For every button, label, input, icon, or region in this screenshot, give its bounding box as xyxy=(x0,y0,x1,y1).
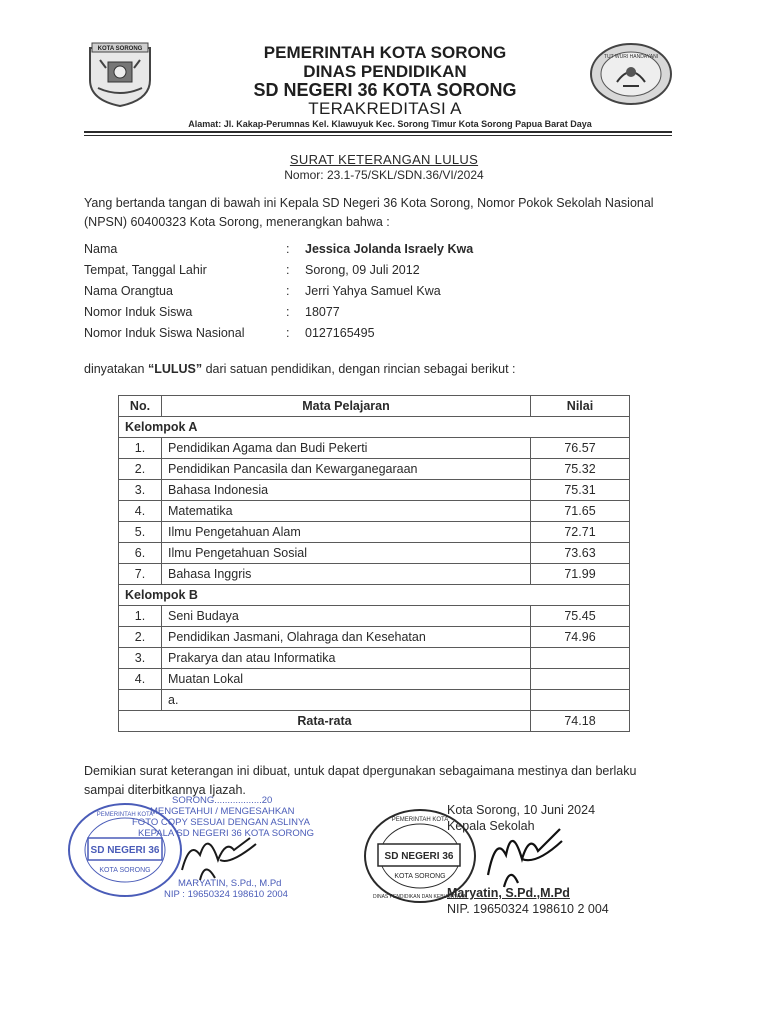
row-score: 72.71 xyxy=(531,522,630,543)
label-nisn: Nomor Induk Siswa Nasional xyxy=(84,326,245,340)
row-score: 71.99 xyxy=(531,564,630,585)
row-score: 75.32 xyxy=(531,459,630,480)
table-row xyxy=(119,606,630,627)
document-title: SURAT KETERANGAN LULUS xyxy=(289,152,479,167)
colon: : xyxy=(286,305,290,319)
row-no: 3. xyxy=(119,480,162,501)
statement-after: dari satuan pendidikan, dengan rincian sebagai berikut : xyxy=(202,362,516,376)
row-no: 1. xyxy=(119,438,162,459)
table-header-row xyxy=(119,396,630,417)
table-row xyxy=(119,459,630,480)
table-row xyxy=(119,543,630,564)
legalization-signature xyxy=(160,820,280,890)
row-subject: Ilmu Pengetahuan Alam xyxy=(162,522,531,543)
statement-keyword: “LULUS” xyxy=(147,362,203,376)
closing-paragraph: Demikian surat keterangan ini dibuat, untuk dapat dpergunakan sebagaimana mestinya dan berlaku sampai diterbitkannya Ijazah. xyxy=(84,764,637,797)
svg-text:KOTA SORONG: KOTA SORONG xyxy=(97,46,143,52)
header-subject: Mata Pelajaran xyxy=(162,396,531,417)
row-subject: Matematika xyxy=(162,501,531,522)
signature-date: Kota Sorong, 10 Juni 2024 xyxy=(447,803,596,817)
row-subject: Muatan Lokal xyxy=(162,669,531,690)
row-subject: Pendidikan Jasmani, Olahraga dan Kesehatan xyxy=(162,627,531,648)
row-no: 4. xyxy=(119,501,162,522)
svg-text:DINAS PENDIDIKAN DAN KEBUDAYAA: DINAS PENDIDIKAN DAN KEBUDAYAAN xyxy=(372,894,468,900)
row-subject: Bahasa Indonesia xyxy=(162,480,531,501)
row-score: 74.96 xyxy=(531,627,630,648)
svg-text:PEMERINTAH KOTA: PEMERINTAH KOTA xyxy=(96,812,154,818)
row-subject: Prakarya dan atau Informatika xyxy=(162,648,531,669)
row-no xyxy=(119,690,162,711)
table-row xyxy=(119,627,630,648)
group-row xyxy=(119,417,630,438)
svg-text:TUT WURI HANDAYANI: TUT WURI HANDAYANI xyxy=(603,54,659,60)
colon: : xyxy=(286,263,290,277)
legalization-line6: NIP : 19650324 198610 2004 xyxy=(164,889,288,900)
document-number: Nomor: 23.1-75/SKL/SDN.36/VI/2024 xyxy=(284,168,484,182)
svg-text:KOTA SORONG: KOTA SORONG xyxy=(394,873,446,880)
row-score xyxy=(531,669,630,690)
legalization-line2: MENGETAHUI / MENGESAHKAN xyxy=(150,806,295,817)
legalization-line1: SORONG..................20 xyxy=(172,795,273,806)
row-score: 76.57 xyxy=(531,438,630,459)
row-score: 73.63 xyxy=(531,543,630,564)
header-no: No. xyxy=(119,396,162,417)
svg-text:PEMERINTAH KOTA: PEMERINTAH KOTA xyxy=(391,817,449,823)
row-subject: Pendidikan Agama dan Budi Pekerti xyxy=(162,438,531,459)
statement-paragraph xyxy=(84,360,678,379)
header-address: Alamat: Jl. Kakap-Perumnas Kel. Klawuyuk Kec. Sorong Timur Kota Sorong Papua Barat Daya xyxy=(188,119,592,129)
group-b-label: Kelompok B xyxy=(119,585,630,606)
row-score: 75.31 xyxy=(531,480,630,501)
svg-text:KOTA SORONG: KOTA SORONG xyxy=(99,867,151,874)
label-parent: Nama Orangtua xyxy=(84,284,173,298)
row-no: 2. xyxy=(119,459,162,480)
table-row xyxy=(119,564,630,585)
grades-table xyxy=(118,395,630,732)
row-score xyxy=(531,690,630,711)
value-name: Jessica Jolanda Israely Kwa xyxy=(305,242,474,256)
row-no: 1. xyxy=(119,606,162,627)
principal-signature xyxy=(478,815,568,895)
value-nis: 18077 xyxy=(305,305,340,319)
signature-position: Kepala Sekolah xyxy=(447,819,535,833)
table-row xyxy=(119,480,630,501)
group-a-label: Kelompok A xyxy=(119,417,630,438)
row-subject: Pendidikan Pancasila dan Kewarganegaraan xyxy=(162,459,531,480)
average-row xyxy=(119,711,630,732)
table-row xyxy=(119,669,630,690)
tut-wuri-handayani-emblem xyxy=(589,42,673,106)
table-row xyxy=(119,438,630,459)
row-subject: Ilmu Pengetahuan Sosial xyxy=(162,543,531,564)
legalization-line4: KEPALA SD NEGERI 36 KOTA SORONG xyxy=(138,828,314,839)
colon: : xyxy=(286,242,290,256)
row-score: 75.45 xyxy=(531,606,630,627)
label-nis: Nomor Induk Siswa xyxy=(84,305,193,319)
colon: : xyxy=(286,326,290,340)
row-no: 5. xyxy=(119,522,162,543)
label-name: Nama xyxy=(84,242,118,256)
row-no: 7. xyxy=(119,564,162,585)
kota-sorong-emblem xyxy=(84,40,156,108)
table-row xyxy=(119,648,630,669)
row-subject: a. xyxy=(162,690,531,711)
header-divider-thin xyxy=(84,135,672,136)
header-accreditation: TERAKREDITASI A xyxy=(308,99,462,118)
principal-name: Maryatin, S.Pd.,M.Pd xyxy=(447,886,570,900)
row-no: 3. xyxy=(119,648,162,669)
header-score: Nilai xyxy=(531,396,630,417)
intro-paragraph: Yang bertanda tangan di bawah ini Kepala SD Negeri 36 Kota Sorong, Nomor Pokok Sekolah Nasional (NPSN) 60400323 Kota Sorong, menerangkan bahwa : xyxy=(84,196,654,229)
table-row xyxy=(119,522,630,543)
table-row xyxy=(119,690,630,711)
row-subject: Seni Budaya xyxy=(162,606,531,627)
value-parent: Jerri Yahya Samuel Kwa xyxy=(305,284,441,298)
legalization-line5: MARYATIN, S.Pd., M.Pd xyxy=(178,878,282,889)
legalization-line3: FOTO COPY SESUAI DENGAN ASLINYA xyxy=(132,817,310,828)
label-birth: Tempat, Tanggal Lahir xyxy=(84,263,207,277)
value-birth: Sorong, 09 Juli 2012 xyxy=(305,263,420,277)
average-value: 74.18 xyxy=(531,711,630,732)
header-school-name: SD NEGERI 36 KOTA SORONG xyxy=(253,80,517,100)
value-nisn: 0127165495 xyxy=(305,326,375,340)
row-score xyxy=(531,648,630,669)
header-department: DINAS PENDIDIKAN xyxy=(303,62,467,81)
row-score: 71.65 xyxy=(531,501,630,522)
average-label: Rata-rata xyxy=(119,711,531,732)
header-government: PEMERINTAH KOTA SORONG xyxy=(263,43,507,62)
row-no: 4. xyxy=(119,669,162,690)
header-divider xyxy=(84,131,672,133)
row-no: 6. xyxy=(119,543,162,564)
principal-nip: NIP. 19650324 198610 2 004 xyxy=(447,902,609,916)
svg-text:SD NEGERI 36: SD NEGERI 36 xyxy=(384,851,454,862)
colon: : xyxy=(286,284,290,298)
row-no: 2. xyxy=(119,627,162,648)
statement-before: dinyatakan xyxy=(84,362,148,376)
svg-text:SD NEGERI 36: SD NEGERI 36 xyxy=(90,845,160,856)
table-row xyxy=(119,501,630,522)
group-row xyxy=(119,585,630,606)
row-subject: Bahasa Inggris xyxy=(162,564,531,585)
